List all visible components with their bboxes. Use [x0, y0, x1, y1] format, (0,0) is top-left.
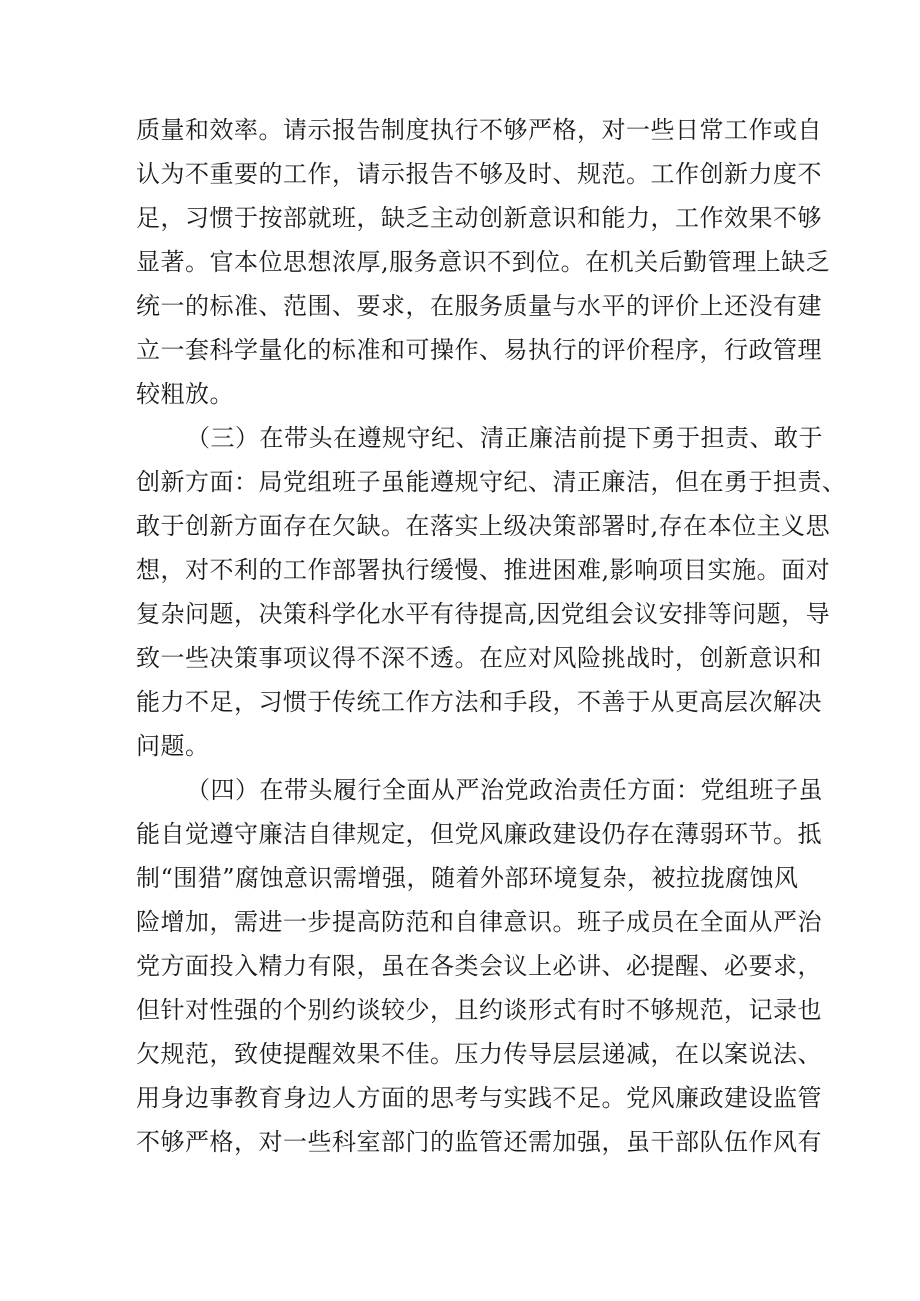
paragraph-continuation: [136, 108, 831, 416]
text-line: 创新方面：局党组班子虽能遵规守纪、清正廉洁，但在勇于担责、: [136, 468, 847, 496]
text-line: 想，对不利的工作部署执行缓慢、推进困难,影响项目实施。面对: [136, 556, 831, 584]
text-line: 敢于创新方面存在欠缺。在落实上级决策部署时,存在本位主义思: [136, 512, 831, 540]
text-line: 立一套科学量化的标准和可操作、易执行的评价程序，行政管理: [136, 336, 822, 364]
section-heading-line: （四）在带头履行全面从严治党政治责任方面：党组班子虽: [186, 776, 823, 804]
paragraph-section-4: [136, 768, 823, 1164]
text-line: 统一的标准、范围、要求，在服务质量与水平的评价上还没有建: [136, 292, 822, 320]
text-line: 能自觉遵守廉洁自律规定，但党风廉政建设仍存在薄弱环节。抵: [136, 820, 822, 848]
text-line: 欠规范，致使提醒效果不佳。压力传导层层递减，在以案说法、: [136, 1040, 822, 1068]
text-line: 足，习惯于按部就班，缺乏主动创新意识和能力，工作效果不够: [136, 204, 822, 232]
text-line: 问题。: [136, 732, 210, 760]
text-line: 较粗放。: [136, 380, 234, 408]
text-line: 不够严格，对一些科室部门的监管还需加强，虽干部队伍作风有: [136, 1128, 822, 1156]
text-line: 但针对性强的个别约谈较少，且约谈形式有时不够规范，记录也: [136, 996, 822, 1024]
document-body: [136, 108, 847, 1164]
paragraph-section-3: [136, 416, 847, 768]
text-line: 复杂问题，决策科学化水平有待提高,因党组会议安排等问题，导: [136, 600, 831, 628]
text-line: 党方面投入精力有限，虽在各类会议上必讲、必提醒、必要求，: [136, 952, 822, 980]
text-line: 认为不重要的工作，请示报告不够及时、规范。工作创新力度不: [136, 160, 822, 188]
section-heading-line: （三）在带头在遵规守纪、清正廉洁前提下勇于担责、敢于: [186, 424, 823, 452]
text-line: 制“围猎”腐蚀意识需增强，随着外部环境复杂，被拉拢腐蚀风: [136, 864, 799, 892]
text-line: 险增加，需进一步提高防范和自律意识。班子成员在全面从严治: [136, 908, 822, 936]
text-line: 质量和效率。请示报告制度执行不够严格，对一些日常工作或自: [136, 116, 822, 144]
text-line: 用身边事教育身边人方面的思考与实践不足。党风廉政建设监管: [136, 1084, 822, 1112]
text-line: 显著。官本位思想浓厚,服务意识不到位。在机关后勤管理上缺乏: [136, 248, 831, 276]
text-line: 致一些决策事项议得不深不透。在应对风险挑战时，创新意识和: [136, 644, 822, 672]
text-line: 能力不足，习惯于传统工作方法和手段，不善于从更高层次解决: [136, 688, 822, 716]
